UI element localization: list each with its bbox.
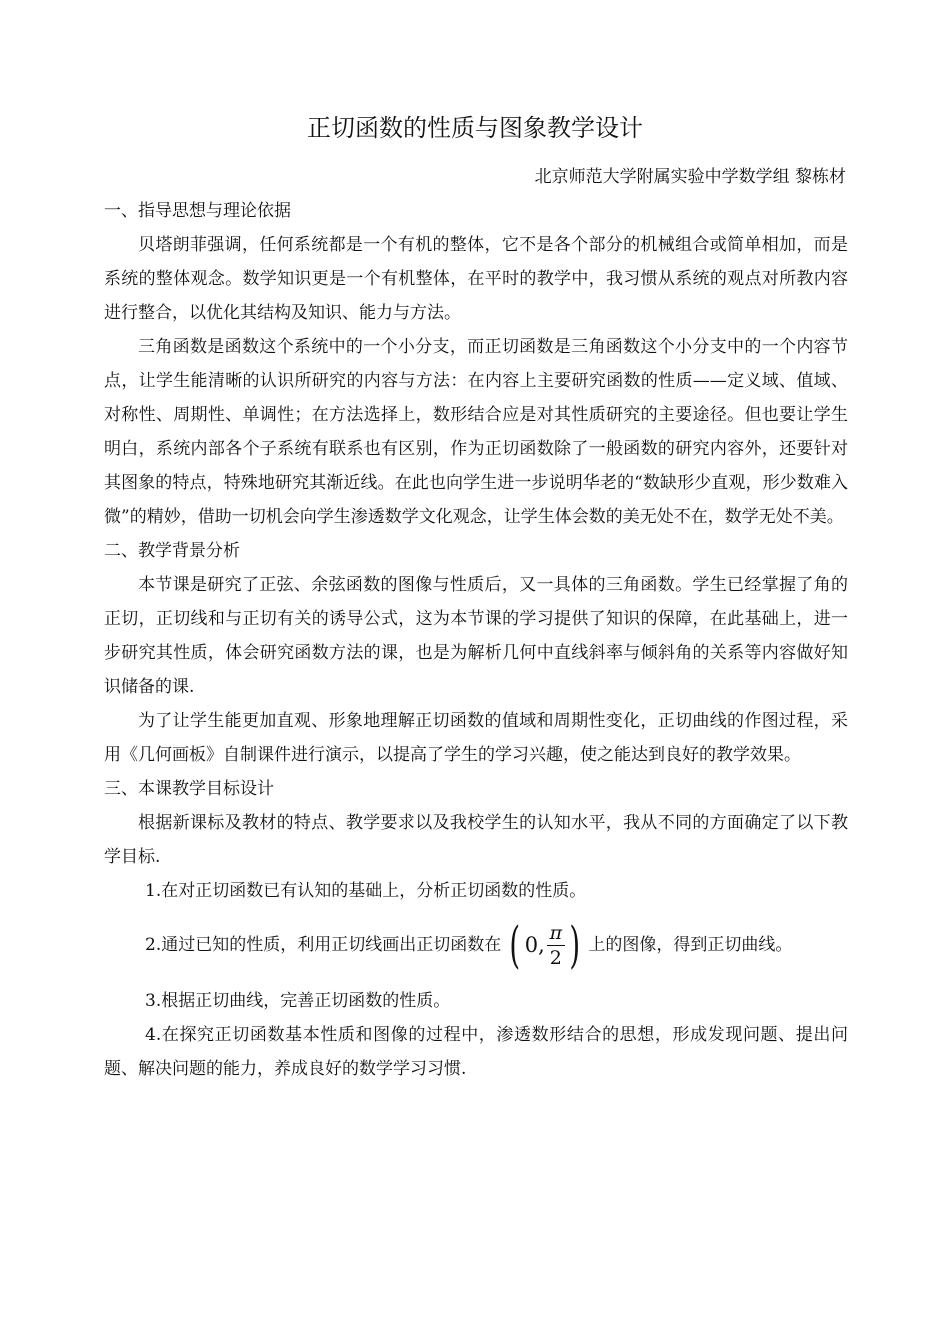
goal-4: 4.在探究正切函数基本性质和图像的过程中，渗透数形结合的思想，形成发现问题、提出问题、解决问题的能力，养成良好的数学学习习惯.: [104, 1025, 848, 1079]
goal-2-text-before: 2.通过已知的性质，利用正切线画出正切函数在: [145, 935, 502, 955]
paragraph-1-2: 三角函数是函数这个系统中的一个小分支，而正切函数是三角函数这个小分支中的一个内容节点，让学生能清晰的认识所研究的内容与方法：在内容上主要研究函数的性质——定义域、值域、对称性、周期性、单调性；在方法选择上，数形结合应是对其性质研究的主要途径。但也要让学生明白，系统内部各个子系统有联系也有区别，作为正切函数除了一般函数的研究内容外，还要针对其图象的特点，特殊地研究其渐近线。在此也向学生进一步说明华老的“数缺形少直观，形少数难入微”的精妙，借助一切机会向学生渗透数学文化观念，让学生体会数的美无处不在，数学无处不美。: [104, 337, 848, 527]
goal-2-text-after: 上的图像，得到正切曲线。: [588, 935, 793, 955]
section-heading-1: 一、指导思想与理论依据: [104, 201, 291, 221]
paragraph-1-1: 贝塔朗菲强调，任何系统都是一个有机的整体，它不是各个部分的机械组合或简单相加，而是系统的整体观念。数学知识更是一个有机整体，在平时的教学中，我习惯从系统的观点对所教内容进行整合，以优化其结构及知识、能力与方法。: [104, 235, 848, 323]
paragraph-2-1: 本节课是研究了正弦、余弦函数的图像与性质后，又一具体的三角函数。学生已经掌握了角的正切，正切线和与正切有关的诱导公式，这为本节课的学习提供了知识的保障，在此基础上，进一步研究其性质，体会研究函数方法的课，也是为解析几何中直线斜率与倾斜角的关系等内容做好知识储备的课.: [104, 575, 848, 697]
interval-start: 0,: [524, 933, 545, 957]
goal-3: 3.根据正切曲线，完善正切函数的性质。: [145, 991, 451, 1011]
paragraph-2-2: 为了让学生能更加直观、形象地理解正切函数的值域和周期性变化，正切曲线的作图过程，采用《几何画板》自制课件进行演示，以提高了学生的学习兴趣，使之能达到良好的教学效果。: [104, 711, 848, 765]
goal-1: 1.在对正切函数已有认知的基础上，分析正切函数的性质。: [145, 881, 587, 901]
fraction-denominator: 2: [547, 945, 565, 969]
pi-over-2-fraction: [547, 922, 565, 969]
goal-2: [104, 912, 848, 978]
left-paren: (: [509, 916, 521, 974]
goals-intro: 根据新课标及教材的特点、教学要求以及我校学生的认知水平，我从不同的方面确定了以下教学目标.: [104, 813, 848, 867]
document-body: [104, 194, 848, 1086]
right-paren: ): [569, 916, 581, 974]
author-line: 北京师范大学附属实验中学数学组 黎栋材: [534, 167, 846, 187]
section-heading-3: 三、本课教学目标设计: [104, 779, 274, 799]
interval-formula: [505, 916, 584, 974]
document-title: 正切函数的性质与图象教学设计: [307, 114, 643, 142]
section-heading-2: 二、教学背景分析: [104, 541, 240, 561]
fraction-numerator: π: [549, 921, 563, 944]
